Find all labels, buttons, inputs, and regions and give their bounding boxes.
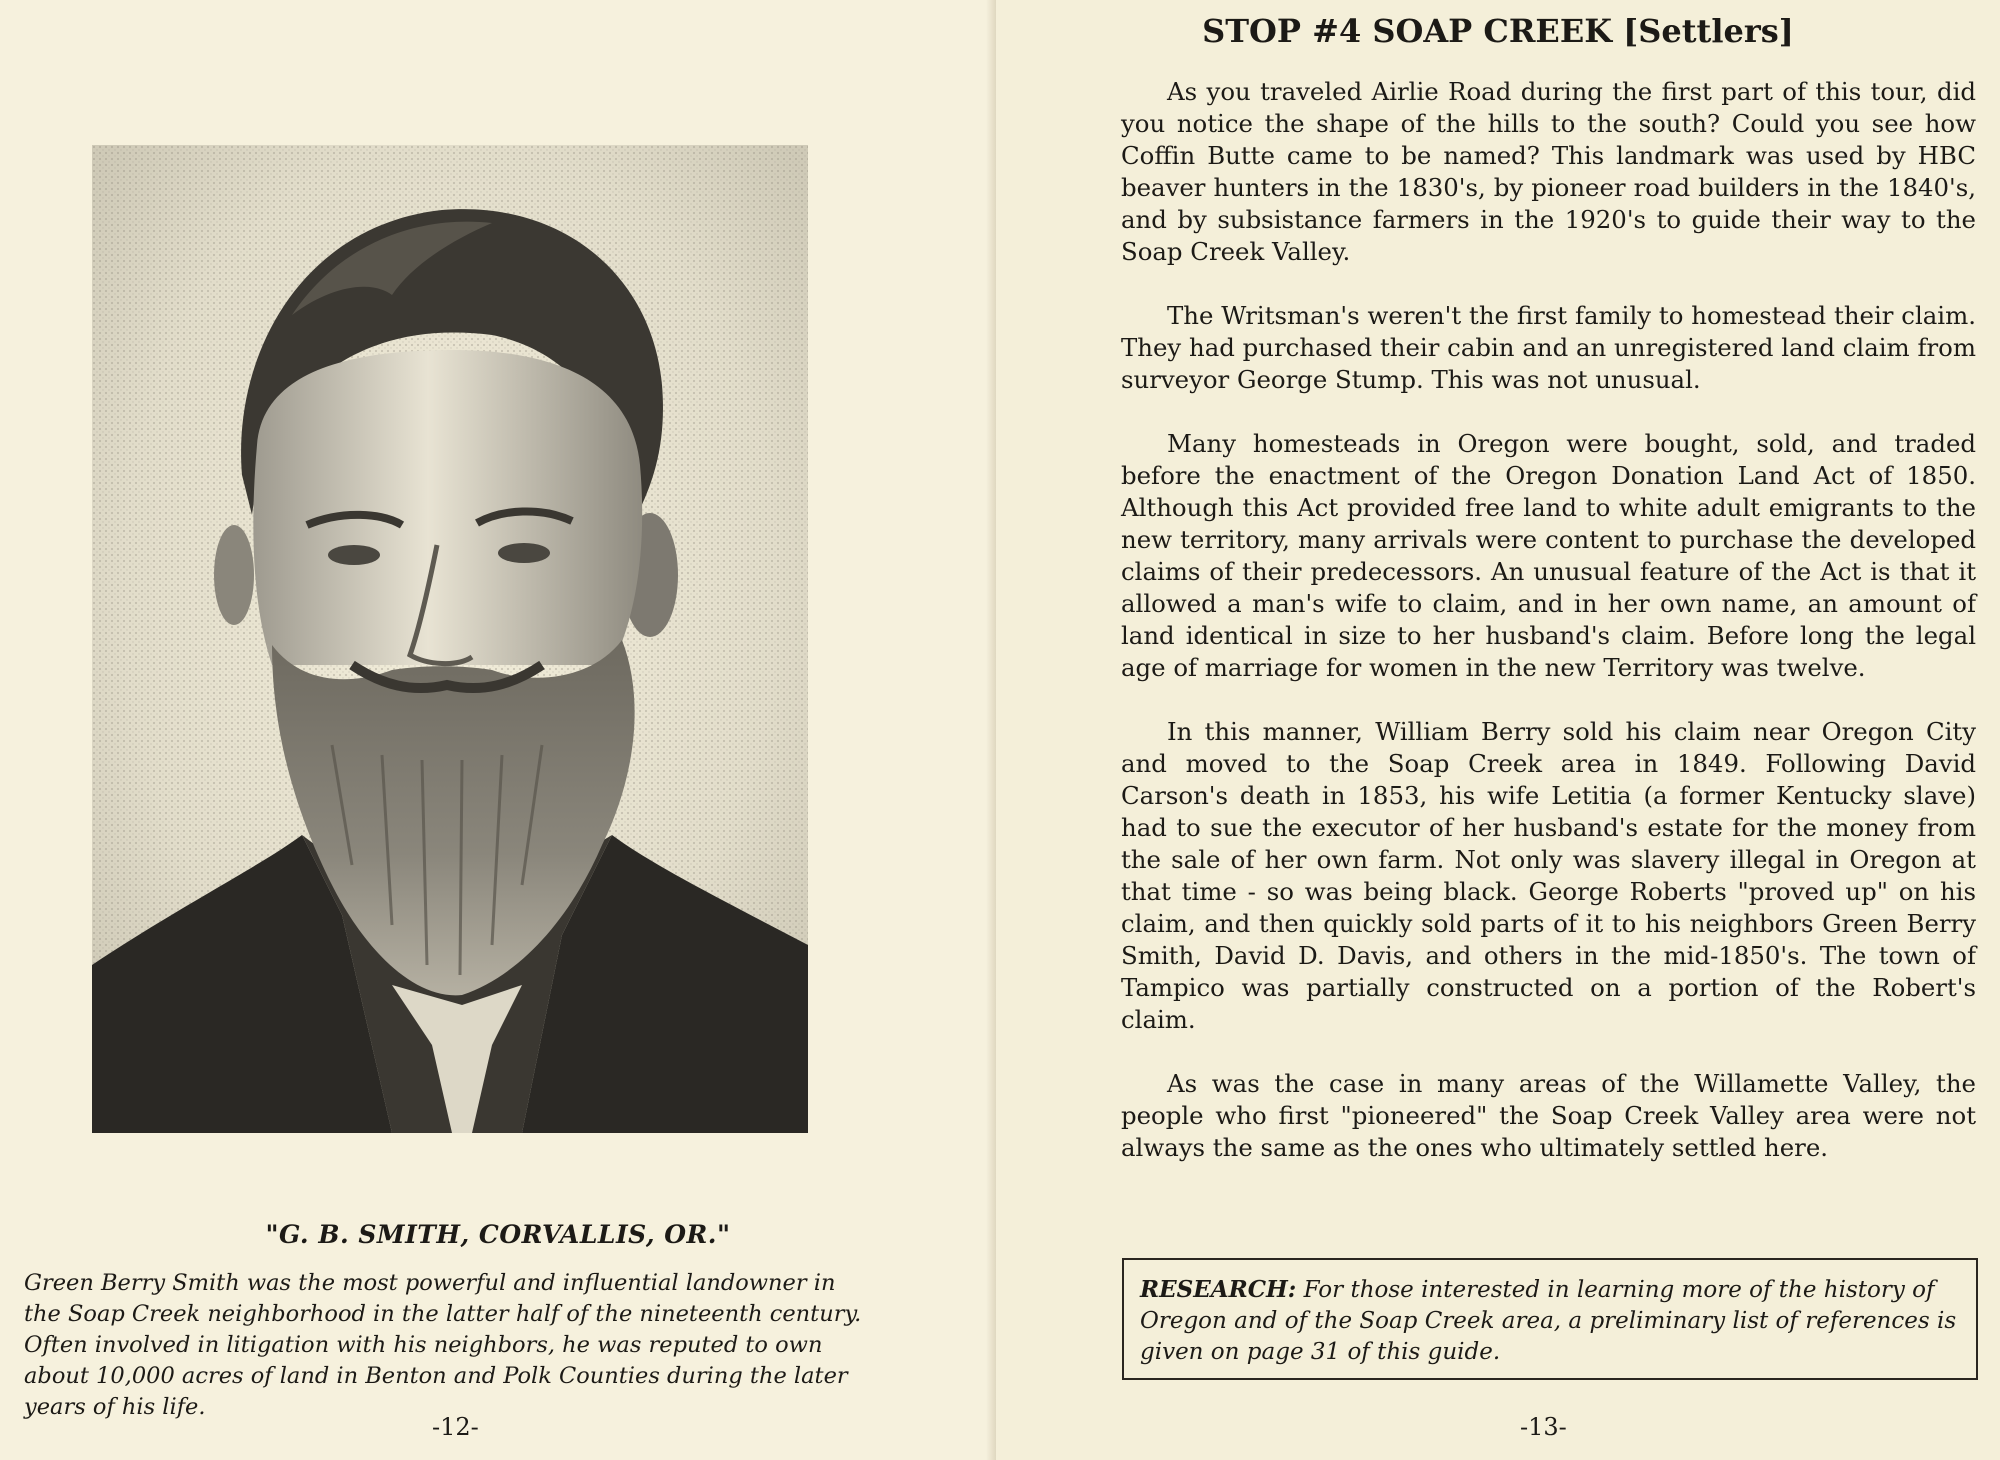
paragraph-2: The Writsman's weren't the first family to homestead their claim. They had purchased their cabin and an unregistered land claim from surveyor George Stump. This was not unusual.: [1121, 301, 1976, 394]
paragraph-1: As you traveled Airlie Road during the first part of this tour, did you notice the shape of the hills to the south? Could you see how Coffin Butte came to be named? This landmark was used by HBC beaver hunters in the 1830's, by pioneer road builders in the 1840's, and by subsistance farmers in the 1920's to guide their way to the Soap Creek Valley.: [1121, 77, 1976, 266]
research-box: [1122, 1258, 1978, 1380]
right-page: [996, 0, 2000, 1460]
body-text: [1121, 76, 1976, 1196]
page-title: STOP #4 SOAP CREEK [Settlers]: [1202, 12, 1794, 50]
research-text: For those interested in learning more of the history of Oregon and of the Soap Creek area, a preliminary list of references is given on page 31 of this guide.: [1140, 1277, 1957, 1365]
page-number-13: -13-: [1520, 1413, 1567, 1441]
caption-text: Green Berry Smith was the most powerful and influential landowner in the Soap Creek neighborhood in the latter half of the nineteenth century. Often involved in litigation with his neighbors, he was reputed to own about 10,000 acres of land in Benton and Polk Counties during the later years of his life.: [24, 1270, 862, 1420]
left-page: [0, 0, 996, 1460]
portrait-engraving: [92, 145, 808, 1133]
paragraph-5: As was the case in many areas of the Willamette Valley, the people who first "pioneered" the Soap Creek Valley area were not always the same as the ones who ultimately settled here.: [1121, 1069, 1976, 1162]
paragraph-3: Many homesteads in Oregon were bought, sold, and traded before the enactment of the Oregon Donation Land Act of 1850. Although this Act provided free land to white adult emigrants to the new territory, many arrivals were content to purchase the developed claims of their predecessors. An unusual feature of the Act is that it allowed a man's wife to claim, and in her own name, an amount of land identical in size to her husband's claim. Before long the legal age of marriage for women in the new Territory was twelve.: [1121, 429, 1976, 682]
caption-title: "G. B. SMITH, CORVALLIS, OR.": [265, 1220, 731, 1249]
page-number-12: -12-: [432, 1413, 479, 1441]
research-label: RESEARCH:: [1140, 1276, 1297, 1303]
paragraph-4: In this manner, William Berry sold his claim near Oregon City and moved to the Soap Creek area in 1849. Following David Carson's death in 1853, his wife Letitia (a former Kentucky slave) had to sue the executor of her husband's estate for the money from the sale of her own farm. Not only was slavery illegal in Oregon at that time - so was being black. George Roberts "proved up" on his claim, and then quickly sold parts of it to his neighbors Green Berry Smith, David D. Davis, and others in the mid-1850's. The town of Tampico was partially constructed on a portion of the Robert's claim.: [1121, 717, 1976, 1034]
